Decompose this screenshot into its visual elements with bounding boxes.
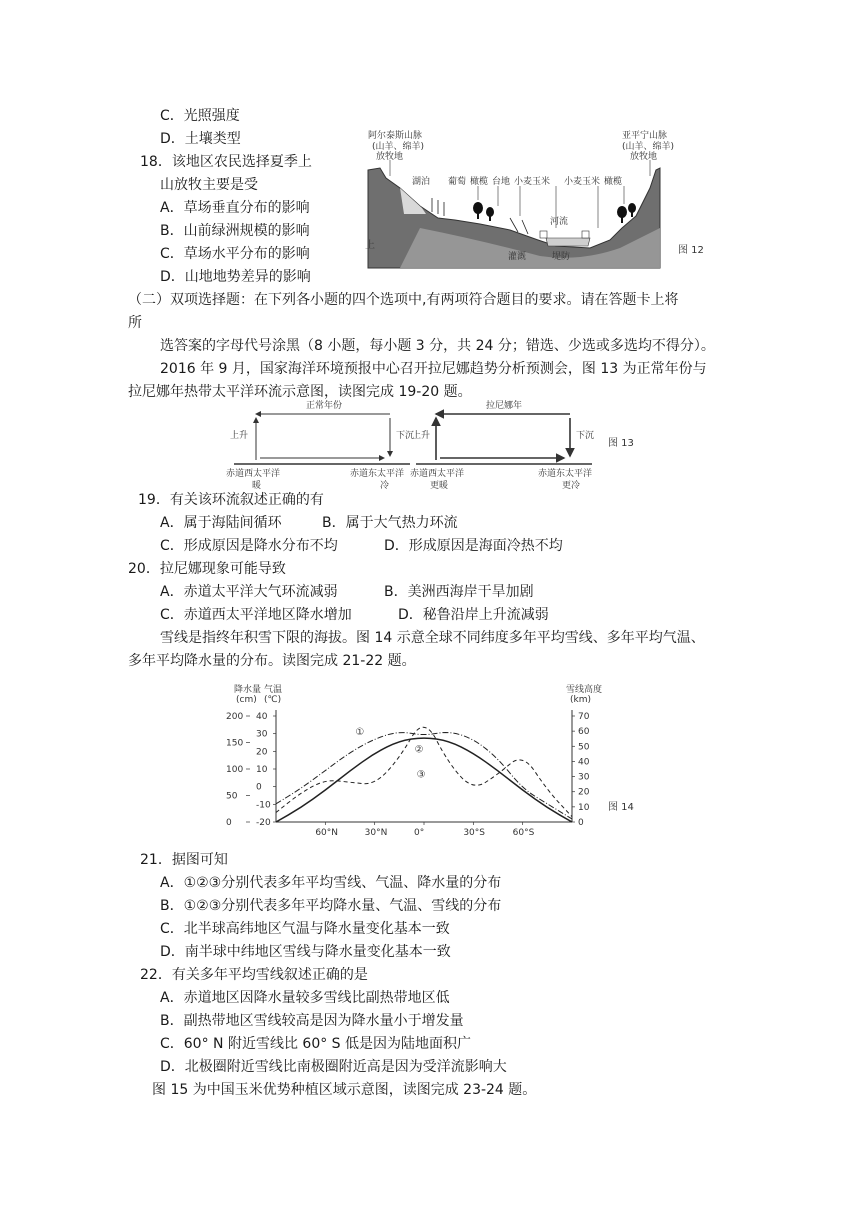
fig12-river: 河流 xyxy=(550,217,569,227)
q19-stem: 19．有关该环流叙述正确的有 xyxy=(138,492,324,508)
vineyard-rows xyxy=(432,198,444,216)
x-tick-label: 0° xyxy=(414,828,425,838)
q20-stem: 20．拉尼娜现象可能导致 xyxy=(128,561,286,577)
y-precip-tick-label: 100 xyxy=(226,765,244,775)
q22-option-c: C．60° N 附近雪线比 60° S 低是因为陆地面积广 xyxy=(160,1036,472,1052)
intro21-line2: 多年平均降水量的分布。读图完成 21-22 题。 xyxy=(128,653,416,669)
q20-option-b: B．美洲西海岸干旱加剧 xyxy=(384,584,534,600)
y-right-tick-label: 30 xyxy=(578,772,590,783)
river-channel xyxy=(546,238,590,246)
y-right-tick-label: 40 xyxy=(578,757,590,768)
fig13-east-normal: 赤道东太平洋 xyxy=(350,469,405,479)
fig13-west-lanina: 赤道西太平洋 xyxy=(410,469,465,479)
levee-left xyxy=(540,231,547,238)
fig13-normal-title: 正常年份 xyxy=(306,401,343,411)
levee-right xyxy=(582,231,589,238)
y-right-tick-label: 60 xyxy=(578,727,590,738)
fig12-left-animals: (山羊、绵羊) xyxy=(372,142,425,152)
y-temp-tick-label: -20 xyxy=(256,818,271,828)
fig12-caption: 图 12 xyxy=(678,245,704,256)
y-right-tick-label: 70 xyxy=(578,712,590,722)
fig12-wheat-corn-left: 小麦玉米 xyxy=(514,177,551,187)
intro19-line1: 2016 年 9 月，国家海洋环境预报中心召开拉尼娜趋势分析预测会，图 13 为正常年份与 xyxy=(160,361,707,377)
y-temp-tick-label: 10 xyxy=(256,765,268,775)
q22-stem: 22．有关多年平均雪线叙述正确的是 xyxy=(140,967,368,983)
q17-option-c: C．光照强度 xyxy=(160,108,240,124)
y-temp-tick-label: -10 xyxy=(256,800,271,811)
intro19-line2: 拉尼娜年热带太平洋环流示意图，读图完成 19-20 题。 xyxy=(128,384,472,400)
y-right-tick-label: 20 xyxy=(578,787,590,798)
fig12-side-mark: 上 xyxy=(365,240,375,251)
section2-line1: （二）双项选择题：在下列各小题的四个选项中,有两项符合题目的要求。请在答题卡上将 xyxy=(128,292,679,308)
series-label-1: ① xyxy=(355,727,365,739)
fig13-rise-lanina: 上升 xyxy=(412,431,431,441)
fig12-pasture-left: 放牧地 xyxy=(376,152,404,162)
x-tick-label: 60°N xyxy=(315,828,339,838)
fig13-warmer: 更暖 xyxy=(430,481,449,490)
q22-option-d: D．北极圈附近雪线比南极圈附近高是因为受洋流影响大 xyxy=(160,1059,507,1075)
y-right-tick-label: 0 xyxy=(578,818,584,828)
y-temp-tick-label: 30 xyxy=(256,729,268,740)
q21-option-a: A．①②③分别代表多年平均雪线、气温、降水量的分布 xyxy=(160,875,502,891)
figure-13-circulation xyxy=(220,398,640,490)
figure-12-valley-diagram xyxy=(360,128,720,278)
q18-option-b: B．山前绿洲规模的影响 xyxy=(160,223,310,239)
q21-stem: 21．据图可知 xyxy=(140,852,228,868)
y-temp-tick-label: 0 xyxy=(256,782,262,793)
y-temp-tick-label: 40 xyxy=(256,712,268,722)
q21-option-c: C．北半球高纬地区气温与降水量变化基本一致 xyxy=(160,921,450,937)
section2-line2: 所 xyxy=(128,315,142,331)
lake-shape xyxy=(400,188,426,214)
series-label-3: ③ xyxy=(416,769,426,781)
fig12-wheat-corn-right: 小麦玉米 xyxy=(564,177,601,187)
fig12-terrace: 台地 xyxy=(492,177,511,187)
y-right-unit: (km) xyxy=(570,695,592,705)
fig13-cold: 冷 xyxy=(380,481,390,490)
y-left-precip-unit: (cm) xyxy=(236,695,257,705)
y-right-tick-label: 50 xyxy=(578,742,590,753)
fig13-sink-lanina: 下沉 xyxy=(576,431,595,441)
q21-option-b: B．①②③分别代表多年平均降水量、气温、雪线的分布 xyxy=(160,898,502,914)
fig12-right-mountain: 亚平宁山脉 xyxy=(622,131,668,141)
fig12-pasture-right: 放牧地 xyxy=(630,152,658,162)
lanina-year-loop xyxy=(416,414,595,464)
y-left-temp-label: 气温 xyxy=(264,685,283,695)
q18-stem-line2: 山放牧主要是受 xyxy=(160,177,258,193)
fig13-rise-normal: 上升 xyxy=(230,431,249,441)
q18-option-a: A．草场垂直分布的影响 xyxy=(160,200,310,216)
y-right-tick-label: 10 xyxy=(578,802,590,813)
section2-line3: 选答案的字母代号涂黑（8 小题，每小题 3 分，共 24 分；错选、少选或多选均不得分）。 xyxy=(160,338,715,354)
fig13-warm: 暖 xyxy=(252,481,262,490)
y-precip-tick-label: 0 xyxy=(226,818,232,828)
x-tick-label: 60°S xyxy=(512,828,535,838)
q17-option-d: D．土壤类型 xyxy=(160,131,241,147)
q19-option-c: C．形成原因是降水分布不均 xyxy=(160,538,338,554)
fig13-sink-normal: 下沉 xyxy=(396,431,415,441)
series-label-2: ② xyxy=(414,744,424,756)
x-tick-label: 30°N xyxy=(364,828,388,838)
fig14-caption: 图 14 xyxy=(608,802,634,813)
normal-year-loop xyxy=(234,414,410,464)
fig12-levee: 堤防 xyxy=(552,252,571,262)
fig13-lanina-title: 拉尼娜年 xyxy=(486,401,523,411)
intro23: 图 15 为中国玉米优势种植区域示意图，读图完成 23-24 题。 xyxy=(152,1082,537,1098)
y-precip-tick-label: 50 xyxy=(226,791,238,802)
y-right-label: 雪线高度 xyxy=(566,685,603,695)
x-tick-label: 30°S xyxy=(463,828,486,838)
q20-option-c: C．赤道西太平洋地区降水增加 xyxy=(160,607,352,623)
q22-option-a: A．赤道地区因降水量较多雪线比副热带地区低 xyxy=(160,990,450,1006)
q20-option-a: A．赤道太平洋大气环流减弱 xyxy=(160,584,338,600)
fig12-left-mountain: 阿尔泰斯山脉 xyxy=(368,131,423,141)
q18-option-c: C．草场水平分布的影响 xyxy=(160,246,310,262)
intro21-line1: 雪线是指终年积雪下限的海拔。图 14 示意全球不同纬度多年平均雪线、多年平均气温、 xyxy=(160,630,705,646)
fig13-caption: 图 13 xyxy=(608,438,634,449)
q20-option-d: D．秘鲁沿岸上升流减弱 xyxy=(398,607,549,623)
figure-14-chart xyxy=(220,682,640,842)
fig12-olive-left: 橄榄 xyxy=(470,177,489,187)
y-temp-tick-label: 20 xyxy=(256,747,268,758)
q19-option-a: A．属于海陆间循环 xyxy=(160,515,282,531)
q18-stem-line1: 18．该地区农民选择夏季上 xyxy=(140,154,312,170)
olive-trees-left xyxy=(473,202,494,221)
q21-option-d: D．南半球中纬地区雪线与降水量变化基本一致 xyxy=(160,944,451,960)
y-precip-tick-label: 200 xyxy=(226,712,244,722)
q18-option-d: D．山地地势差异的影响 xyxy=(160,269,311,285)
fig13-east-lanina: 赤道东太平洋 xyxy=(538,469,593,479)
fig12-irrigation: 灌溉 xyxy=(508,252,527,262)
fig13-colder: 更冷 xyxy=(562,481,581,490)
y-left-temp-unit: (℃) xyxy=(264,695,282,705)
q22-option-b: B．副热带地区雪线较高是因为降水量小于增发量 xyxy=(160,1013,464,1029)
y-left-precip-label: 降水量 xyxy=(234,685,262,695)
fig12-lake: 湖泊 xyxy=(412,177,431,187)
fig12-vineyard: 葡萄 xyxy=(448,177,467,187)
q19-option-d: D．形成原因是海面冷热不均 xyxy=(384,538,563,554)
fig12-right-animals: (山羊、绵羊) xyxy=(622,142,675,152)
fig13-west-normal: 赤道西太平洋 xyxy=(226,469,281,479)
fig12-olive-right: 橄榄 xyxy=(604,177,623,187)
y-precip-tick-label: 150 xyxy=(226,738,244,749)
q19-option-b: B．属于大气热力环流 xyxy=(322,515,458,531)
